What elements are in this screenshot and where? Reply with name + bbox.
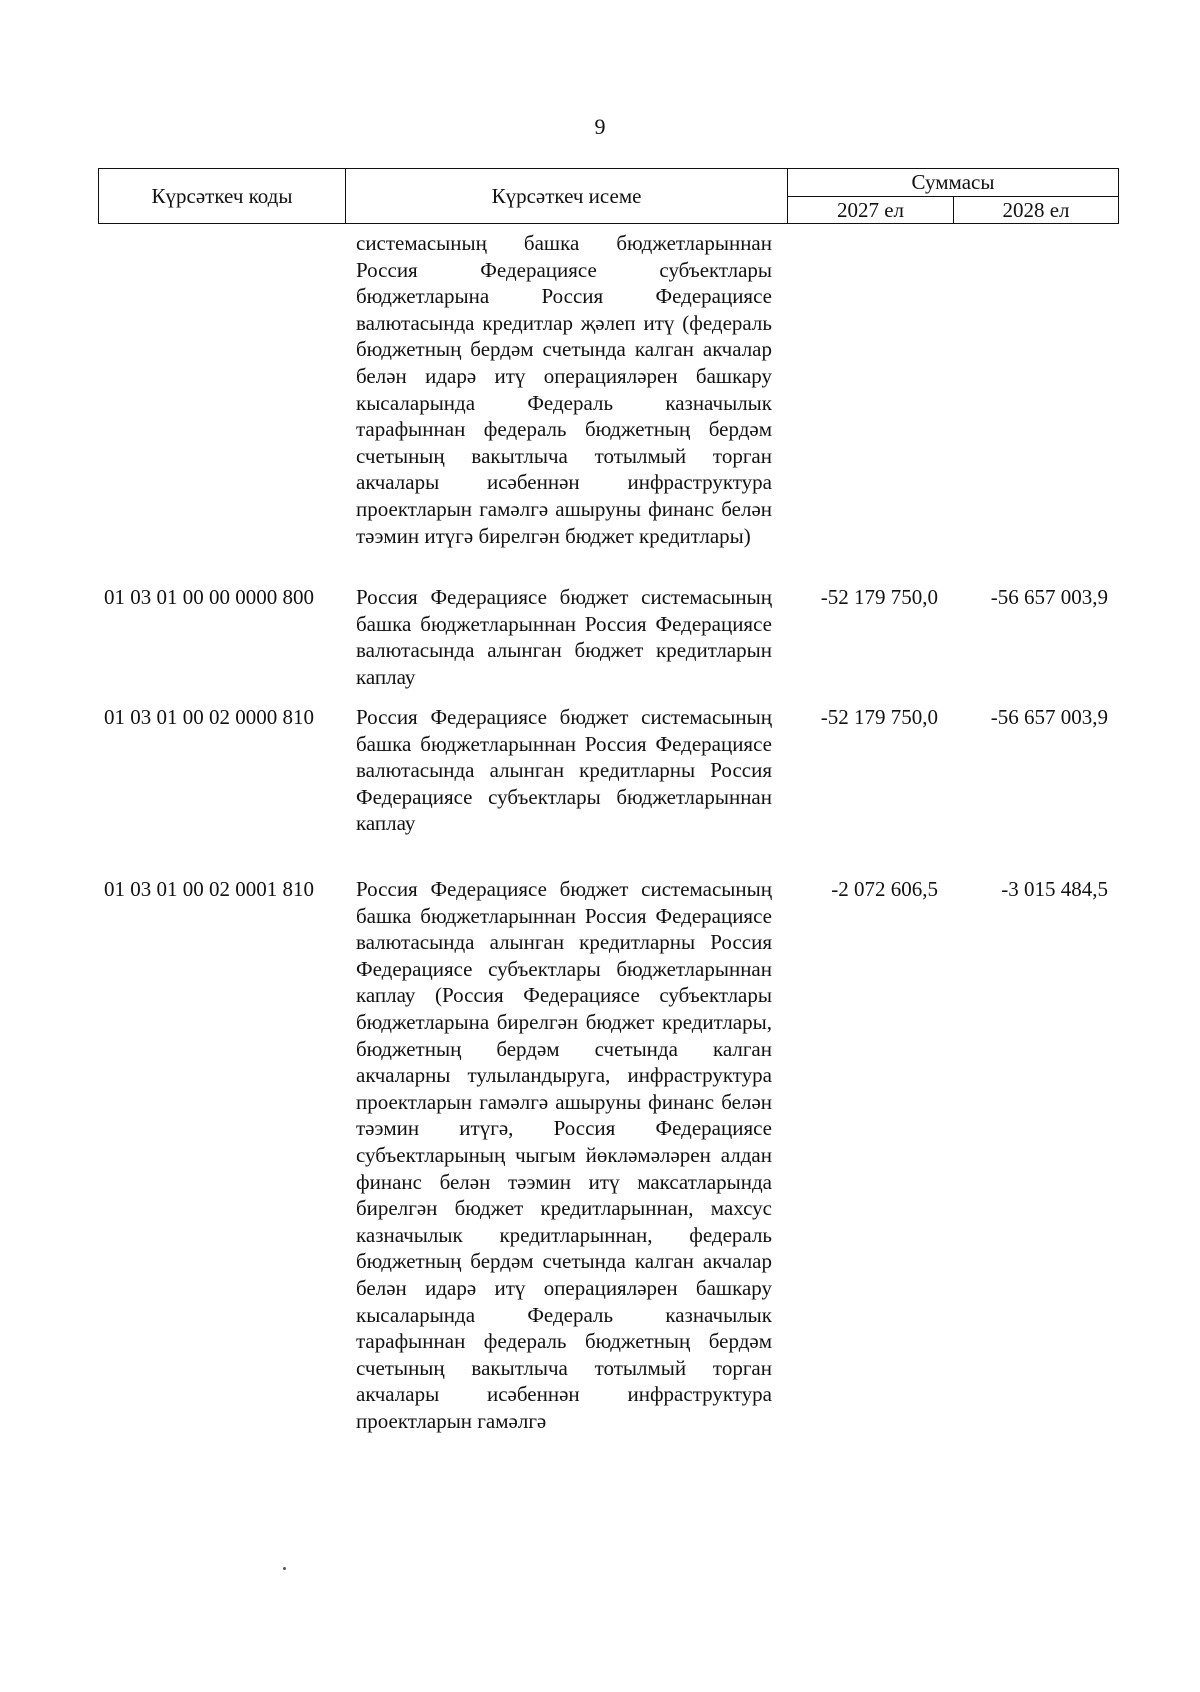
row-code: 01 03 01 00 02 0000 810 [104, 705, 314, 729]
row-name: Россия Федерациясе бюджет системасының башка бюджетларыннан Россия Федерациясе валютасында алынган бюджет кредитларын каплау [356, 585, 772, 689]
row-code: 01 03 01 00 02 0001 810 [104, 877, 314, 901]
row-name: системасының башка бюджетларыннан Россия Федерациясе субъектлары бюджетларына Россия Федерациясе валютасында кредитлар җәлеп итү (федераль бюджетның бердәм счетында калган акчалар белән идарә итү операцияләрен башкару кысаларында Федераль казначылык тарафыннан федераль бюджетның бердәм счетының вакытлыча тотылмый торган акчалары исәбеннән инфраструктура проектларын гамәлгә ашыруны финанс белән тәэмин итүгә бирелгән бюджет кредитлары) [356, 231, 772, 548]
header-year-2028: 2028 ел [1002, 197, 1070, 222]
row-value-2027: -52 179 750,0 [820, 705, 938, 729]
header-name: Күрсәткеч исеме [346, 169, 788, 223]
row-value-2027: -2 072 606,5 [831, 877, 938, 901]
row-value-2027: -52 179 750,0 [820, 585, 938, 609]
table-header [98, 168, 1119, 224]
row-name: Россия Федерациясе бюджет системасының башка бюджетларыннан Россия Федерациясе валютасында алынган кредитларны Россия Федерациясе субъектлары бюджетларыннан каплау (Россия Федерациясе субъектлары бюджетларына бирелгән бюджет кредитлары, бюджетның бердәм счетында калган акчаларны тулыландыруга, инфраструктура проектларын гамәлгә ашыруны финанс белән тәэмин итүгә, Россия Федерациясе субъектларының чыгым йөкләмәләрен алдан финанс белән тәэмин итү максатларында бирелгән бюджет кредитларыннан, махсус казначылык кредитларыннан, федераль бюджетның бердәм счетында калган акчалар белән идарә итү операцияләрен башкару кысаларында Федераль казначылык тарафыннан федераль бюджетның бердәм счетының вакытлыча тотылмый торган акчалары исәбеннән инфраструктура проектларын гамәлгә [356, 877, 772, 1433]
row-name: Россия Федерациясе бюджет системасының башка бюджетларыннан Россия Федерациясе валютасында алынган кредитларны Россия Федерациясе субъектлары бюджетларыннан каплау [356, 705, 772, 836]
row-value-2028: -3 015 484,5 [1001, 877, 1108, 901]
page-number: 9 [594, 114, 606, 139]
header-code: Күрсәткеч коды [99, 169, 346, 223]
scan-speck [283, 1567, 286, 1570]
row-code: 01 03 01 00 00 0000 800 [104, 585, 314, 609]
header-sum: Суммасы [788, 169, 1118, 197]
header-year-2027: 2027 ел [788, 197, 954, 223]
row-value-2028: -56 657 003,9 [990, 705, 1108, 729]
row-value-2028: -56 657 003,9 [990, 585, 1108, 609]
